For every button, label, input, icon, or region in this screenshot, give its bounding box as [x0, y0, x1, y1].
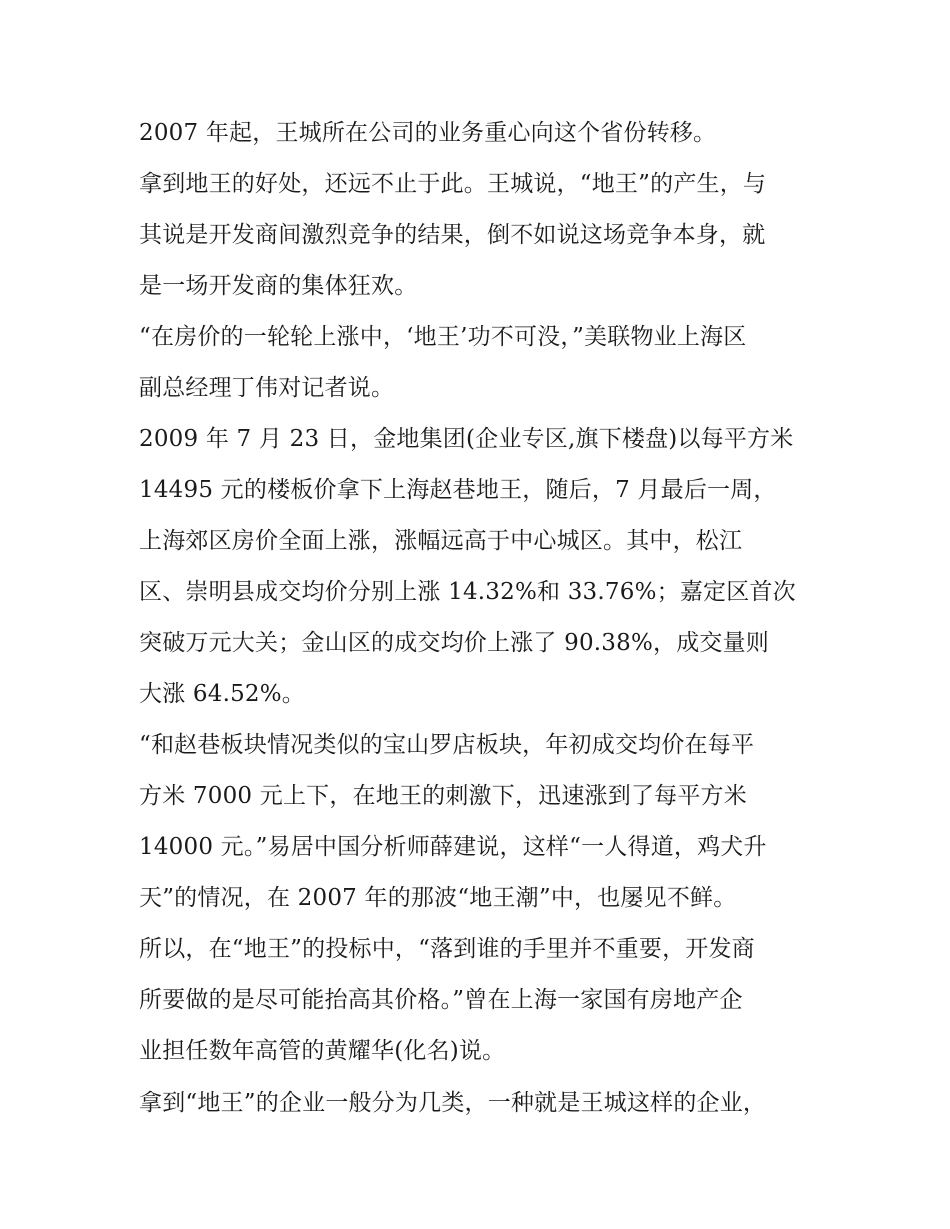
text-line: 突破万元大关；金山区的成交均价上涨了 90.38%，成交量则	[139, 630, 770, 656]
text-line: 2007 年起，王城所在公司的业务重心向这个省份转移。	[139, 120, 717, 146]
text-line: 拿到“地王”的企业一般分为几类，一种就是王城这样的企业，	[139, 1090, 767, 1116]
text-line: 大涨 64.52%。	[139, 681, 306, 707]
document-body	[139, 108, 819, 1129]
text-line: 副总经理丁伟对记者说。	[139, 375, 395, 401]
text-line: “在房价的一轮轮上涨中，‘地王’功不可没，”美联物业上海区	[139, 324, 747, 350]
text-line: 拿到地王的好处，还远不止于此。王城说，“地王”的产生，与	[139, 171, 767, 197]
text-line: “和赵巷板块情况类似的宝山罗店板块，年初成交均价在每平	[139, 732, 755, 758]
text-line: 区、崇明县成交均价分别上涨 14.32%和 33.76%；嘉定区首次	[139, 579, 796, 605]
text-line: 14000 元。”易居中国分析师薛建说，这样“一人得道，鸡犬升	[139, 834, 767, 860]
text-line: 方米 7000 元上下，在地王的刺激下，迅速涨到了每平方米	[139, 783, 747, 809]
text-line: 14495 元的楼板价拿下上海赵巷地王，随后，7 月最后一周，	[139, 477, 777, 503]
text-line: 天”的情况，在 2007 年的那波“地王潮”中，也屡见不鲜。	[139, 885, 737, 911]
text-line: 其说是开发商间激烈竞争的结果，倒不如说这场竞争本身，就	[139, 222, 766, 248]
text-line: 业担任数年高管的黄耀华(化名)说。	[139, 1038, 506, 1064]
text-line: 所要做的是尽可能抬高其价格。”曾在上海一家国有房地产企	[139, 987, 743, 1013]
text-line: 是一场开发商的集体狂欢。	[139, 273, 418, 299]
text-line: 2009 年 7 月 23 日，金地集团(企业专区,旗下楼盘)以每平方米	[139, 426, 794, 452]
text-line: 上海郊区房价全面上涨，涨幅远高于中心城区。其中，松江	[139, 528, 743, 554]
text-line: 所以，在“地王”的投标中，“落到谁的手里并不重要，开发商	[139, 936, 755, 962]
